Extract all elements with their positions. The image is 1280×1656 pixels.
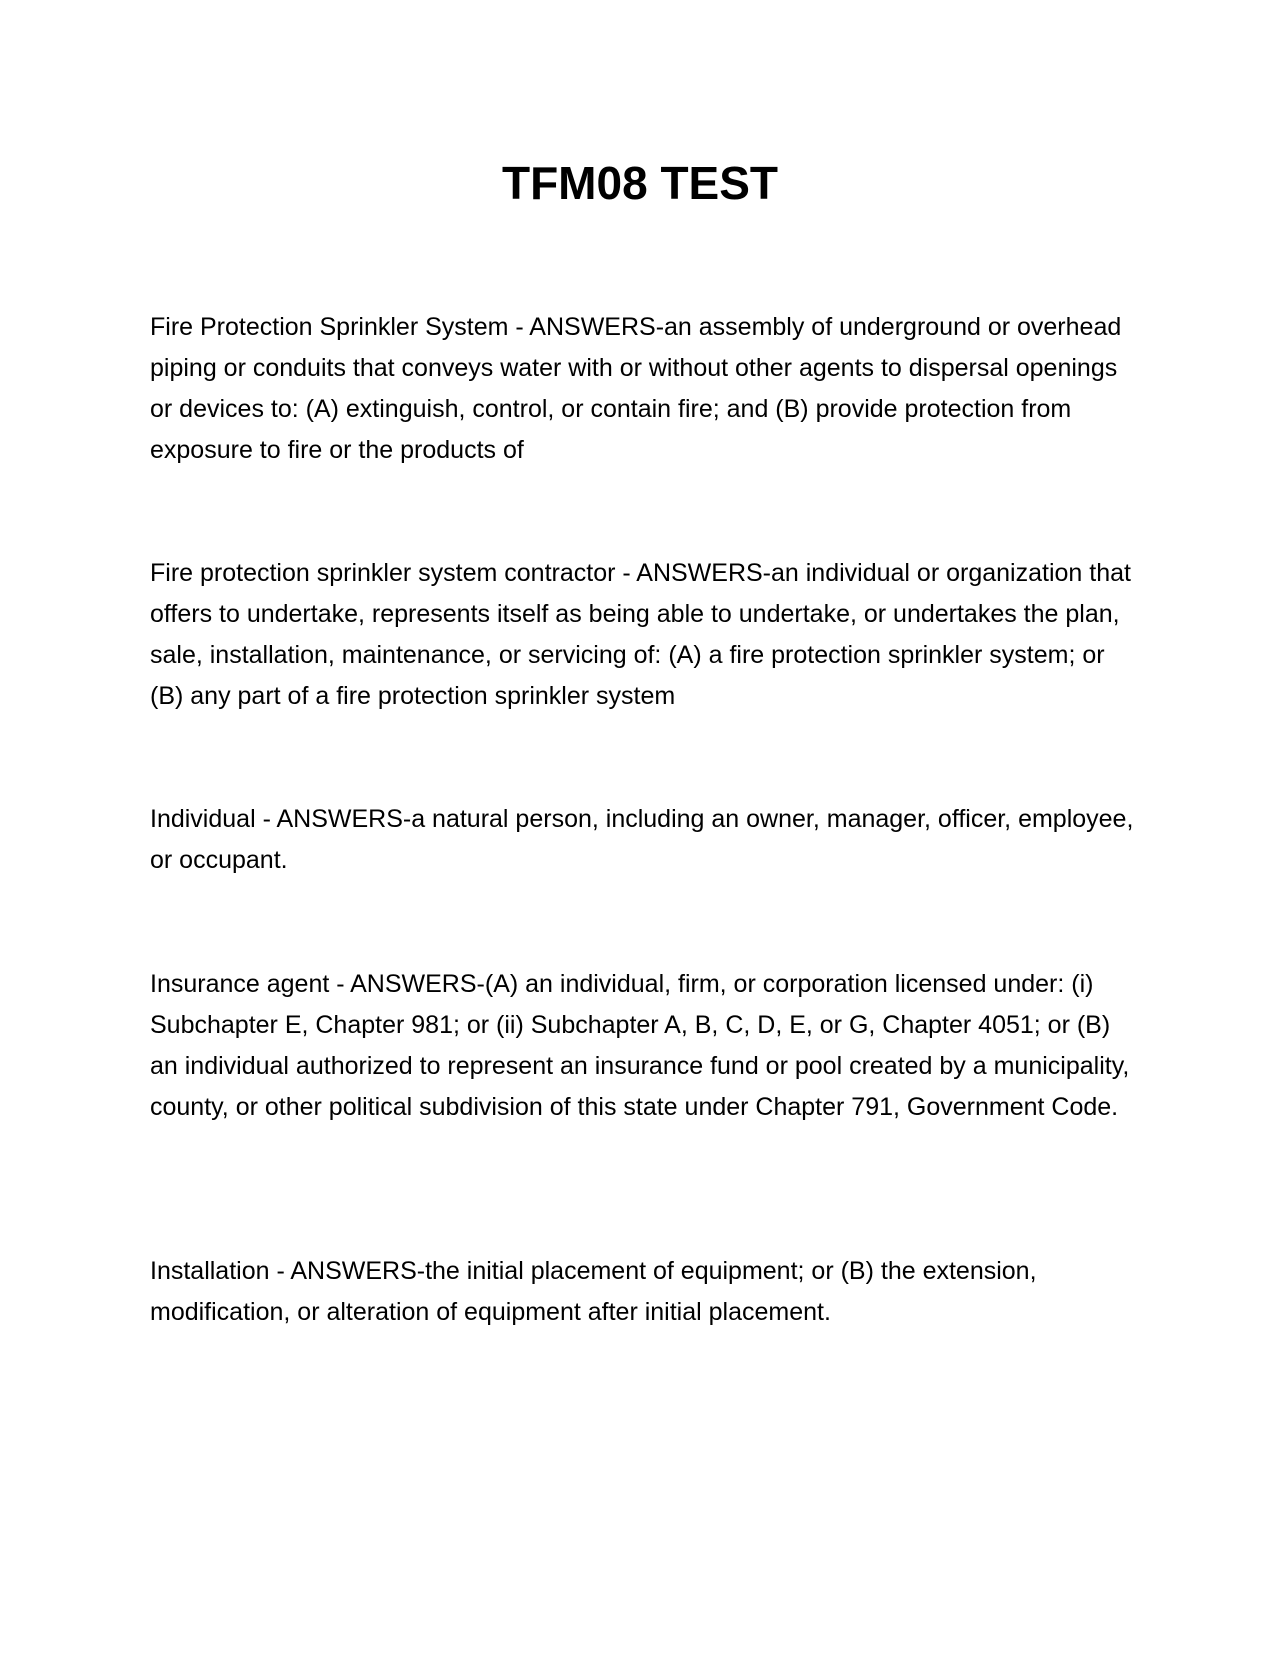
definition-entry: Installation - ANSWERS-the initial placement of equipment; or (B) the extension, modification, or alteration of equipment after initial placement.	[150, 1257, 1037, 1326]
definition-entry: Fire protection sprinkler system contractor - ANSWERS-an individual or organization that offers to undertake, represents itself as being able to undertake, or undertakes the plan, sale, installation, maintenance, or servicing of: (A) a fire protection sprinkler system; or (B) any part of a fire protection sprinkler system	[150, 559, 1131, 710]
page-title: TFM08 TEST	[501, 157, 779, 209]
definition-entry: Insurance agent - ANSWERS-(A) an individual, firm, or corporation licensed under: (i) Subchapter E, Chapter 981; or (ii) Subchapter A, B, C, D, E, or G, Chapter 4051; or (B) an individual authorized to represent an insurance fund or pool created by a municipality, county, or other political subdivision of this state under Chapter 791, Government Code.	[150, 970, 1130, 1121]
definition-entry: Fire Protection Sprinkler System - ANSWERS-an assembly of underground or overhead piping or conduits that conveys water with or without other agents to dispersal openings or devices to: (A) extinguish, control, or contain fire; and (B) provide protection from exposure to fire or the products of	[150, 313, 1122, 464]
definition-entry: Individual - ANSWERS-a natural person, including an owner, manager, officer, employee, or occupant.	[150, 805, 1134, 874]
